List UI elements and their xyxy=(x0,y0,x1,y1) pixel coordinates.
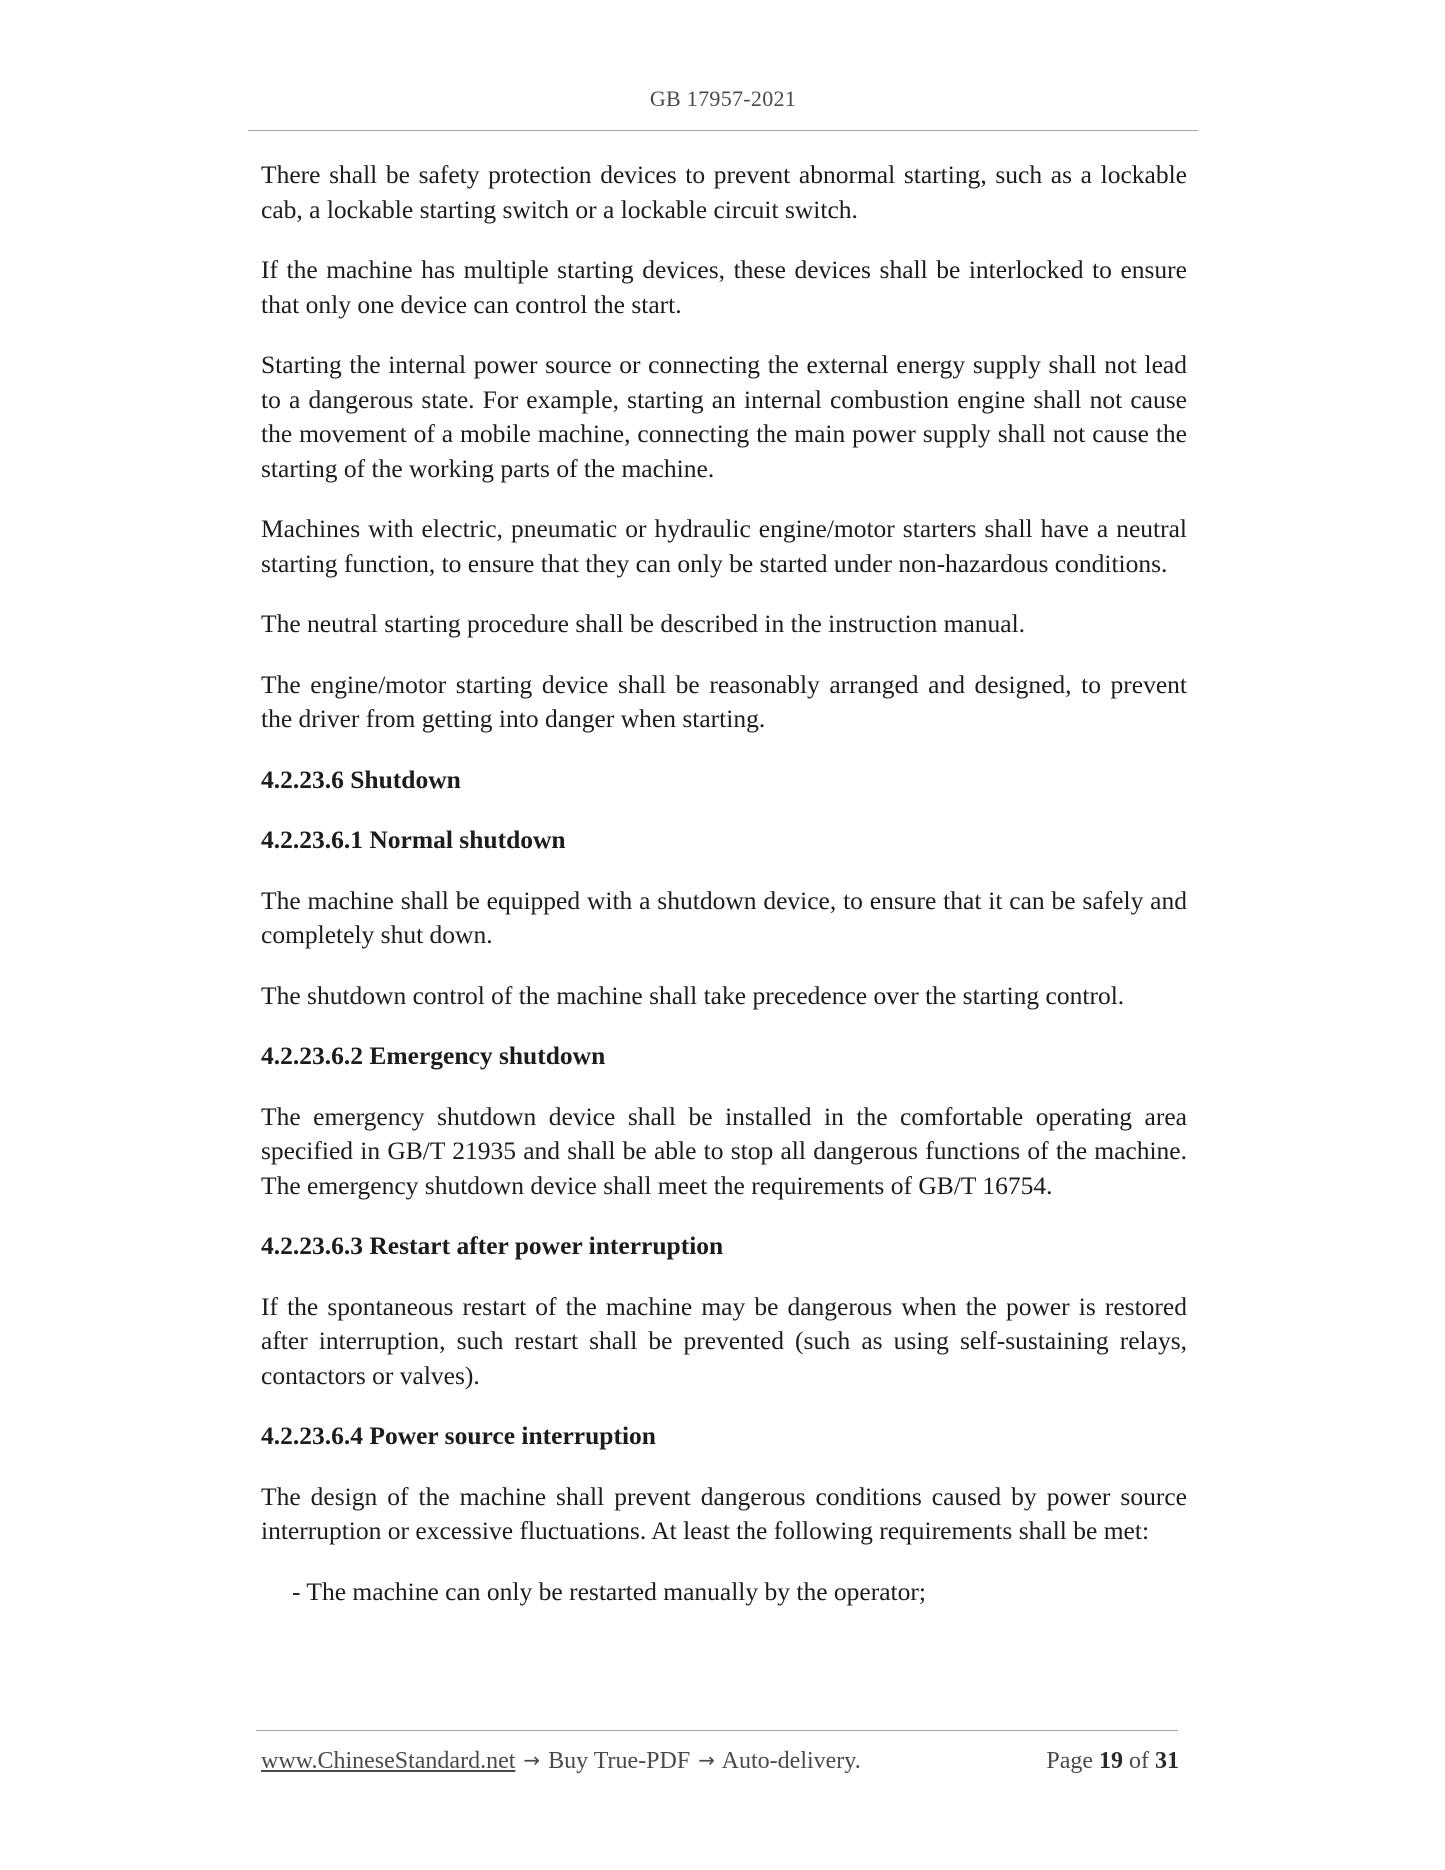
page-label: Page xyxy=(1046,1748,1093,1774)
section-heading-power-interruption: 4.2.23.6.4 Power source interruption xyxy=(261,1421,656,1450)
paragraph: The neutral starting procedure shall be described in the instruction manual. xyxy=(261,609,1026,638)
right-arrow-icon: → xyxy=(523,1748,541,1772)
paragraph: The shutdown control of the machine shall take precedence over the starting control. xyxy=(261,980,1125,1010)
paragraph: Starting the internal power source or connecting the external energy supply shall not lead to a dangerous state. For example, starting an internal combustion engine shall not cause the movement of a mobile machine, connecting the main power supply shall not cause the starting of the working parts of the machine. xyxy=(261,350,1187,483)
of-label: of xyxy=(1129,1748,1149,1774)
page-header-doc-id: GB 17957-2021 xyxy=(649,86,797,111)
paragraph: The design of the machine shall prevent dangerous conditions caused by power source interruption or excessive fluctuations. At least the following requirements shall be met: xyxy=(261,1481,1187,1545)
page-counter xyxy=(1046,1748,1179,1775)
website-link[interactable]: www.ChineseStandard.net xyxy=(261,1748,516,1774)
section-heading-shutdown: 4.2.23.6 Shutdown xyxy=(261,764,461,794)
right-arrow-icon: → xyxy=(698,1748,715,1772)
list-item: - The machine can only be restarted manually by the operator; xyxy=(292,1576,926,1606)
page-footer xyxy=(261,1748,1179,1782)
header-divider xyxy=(248,130,1198,131)
paragraph: The machine shall be equipped with a shutdown device, to ensure that it can be safely and completely shut down. xyxy=(261,885,1187,949)
section-heading-emergency-shutdown: 4.2.23.6.2 Emergency shutdown xyxy=(261,1041,606,1070)
page-total: 31 xyxy=(1155,1748,1179,1774)
section-heading-restart: 4.2.23.6.3 Restart after power interruption xyxy=(261,1231,724,1260)
paragraph: There shall be safety protection devices to prevent abnormal starting, such as a lockable cab, a lockable starting switch or a lockable circuit switch. xyxy=(261,160,1187,224)
paragraph: If the machine has multiple starting devices, these devices shall be interlocked to ensure that only one device can control the start. xyxy=(261,255,1187,319)
footer-divider xyxy=(256,1730,1178,1731)
page-number: 19 xyxy=(1099,1748,1123,1774)
buy-pdf-text: Buy True-PDF xyxy=(548,1748,691,1774)
paragraph: The emergency shutdown device shall be installed in the comfortable operating area specified in GB/T 21935 and shall be able to stop all dangerous functions of the machine. The emergency shutdown device shall meet the requirements of GB/T 16754. xyxy=(261,1101,1187,1200)
document-body xyxy=(261,158,1187,1635)
section-heading-normal-shutdown: 4.2.23.6.1 Normal shutdown xyxy=(261,825,566,854)
footer-links xyxy=(261,1748,861,1775)
paragraph: If the spontaneous restart of the machine may be dangerous when the power is restored after interruption, such restart shall be prevented (such as using self-sustaining relays, contactors or valves). xyxy=(261,1291,1187,1390)
paragraph: Machines with electric, pneumatic or hydraulic engine/motor starters shall have a neutral starting function, to ensure that they can only be started under non-hazardous conditions. xyxy=(261,514,1187,578)
auto-delivery-text: Auto-delivery. xyxy=(721,1748,861,1774)
paragraph: The engine/motor starting device shall be reasonably arranged and designed, to prevent the driver from getting into danger when starting. xyxy=(261,669,1187,733)
